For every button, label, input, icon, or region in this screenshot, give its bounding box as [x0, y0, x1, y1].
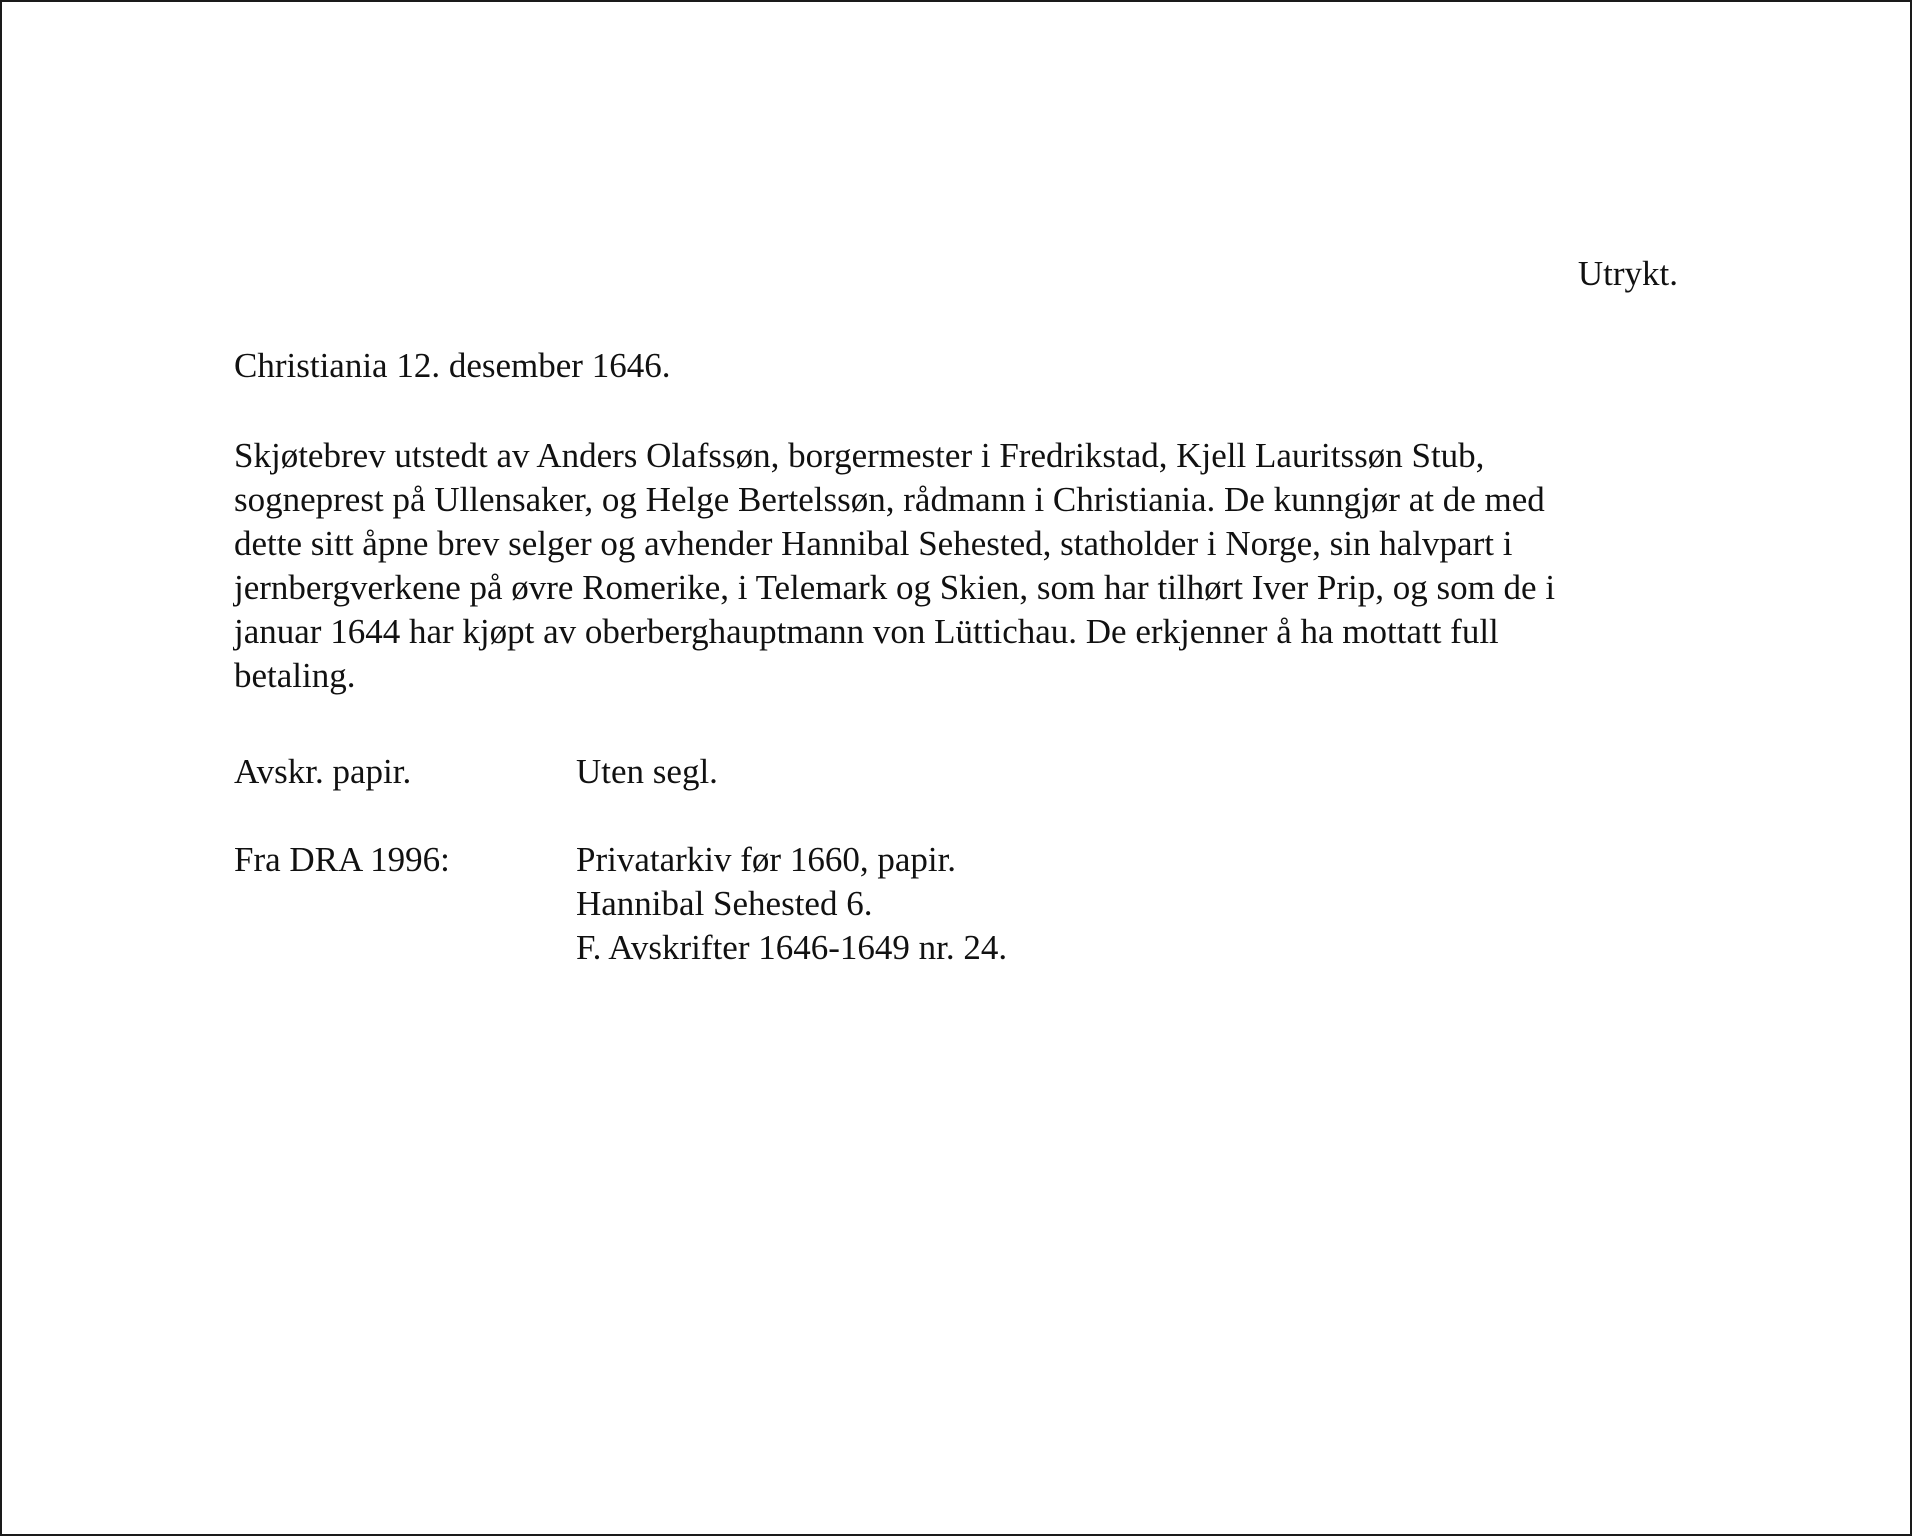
source-label: Fra DRA 1996:: [234, 840, 450, 879]
source-line: Hannibal Sehested 6.: [576, 884, 873, 923]
print-status: Utrykt.: [1577, 254, 1678, 293]
source-details: [576, 838, 1007, 970]
source-line: F. Avskrifter 1646-1649 nr. 24.: [576, 928, 1008, 967]
summary-line: sogneprest på Ullensaker, og Helge Bertelssøn, rådmann i Christiania. De kunngjør at de med: [234, 480, 1545, 519]
summary-line: Skjøtebrev utstedt av Anders Olafssøn, borgermester i Fredrikstad, Kjell Lauritssøn Stub,: [234, 436, 1485, 475]
summary-line: januar 1644 har kjøpt av oberberghauptmann von Lüttichau. De erkjenner å ha mottatt full: [234, 612, 1499, 651]
source-line: Privatarkiv før 1660, papir.: [576, 840, 957, 879]
summary-line: betaling.: [234, 656, 356, 695]
summary-line: jernbergverkene på øvre Romerike, i Telemark og Skien, som har tilhørt Iver Prip, og som de i: [234, 568, 1556, 607]
document-dateline: Christiania 12. desember 1646.: [234, 346, 671, 385]
seal-status-label: Uten segl.: [576, 752, 718, 791]
copy-type-label: Avskr. papir.: [234, 752, 412, 791]
document-summary: [234, 434, 1694, 698]
summary-line: dette sitt åpne brev selger og avhender Hannibal Sehested, statholder i Norge, sin halvpart i: [234, 524, 1513, 563]
